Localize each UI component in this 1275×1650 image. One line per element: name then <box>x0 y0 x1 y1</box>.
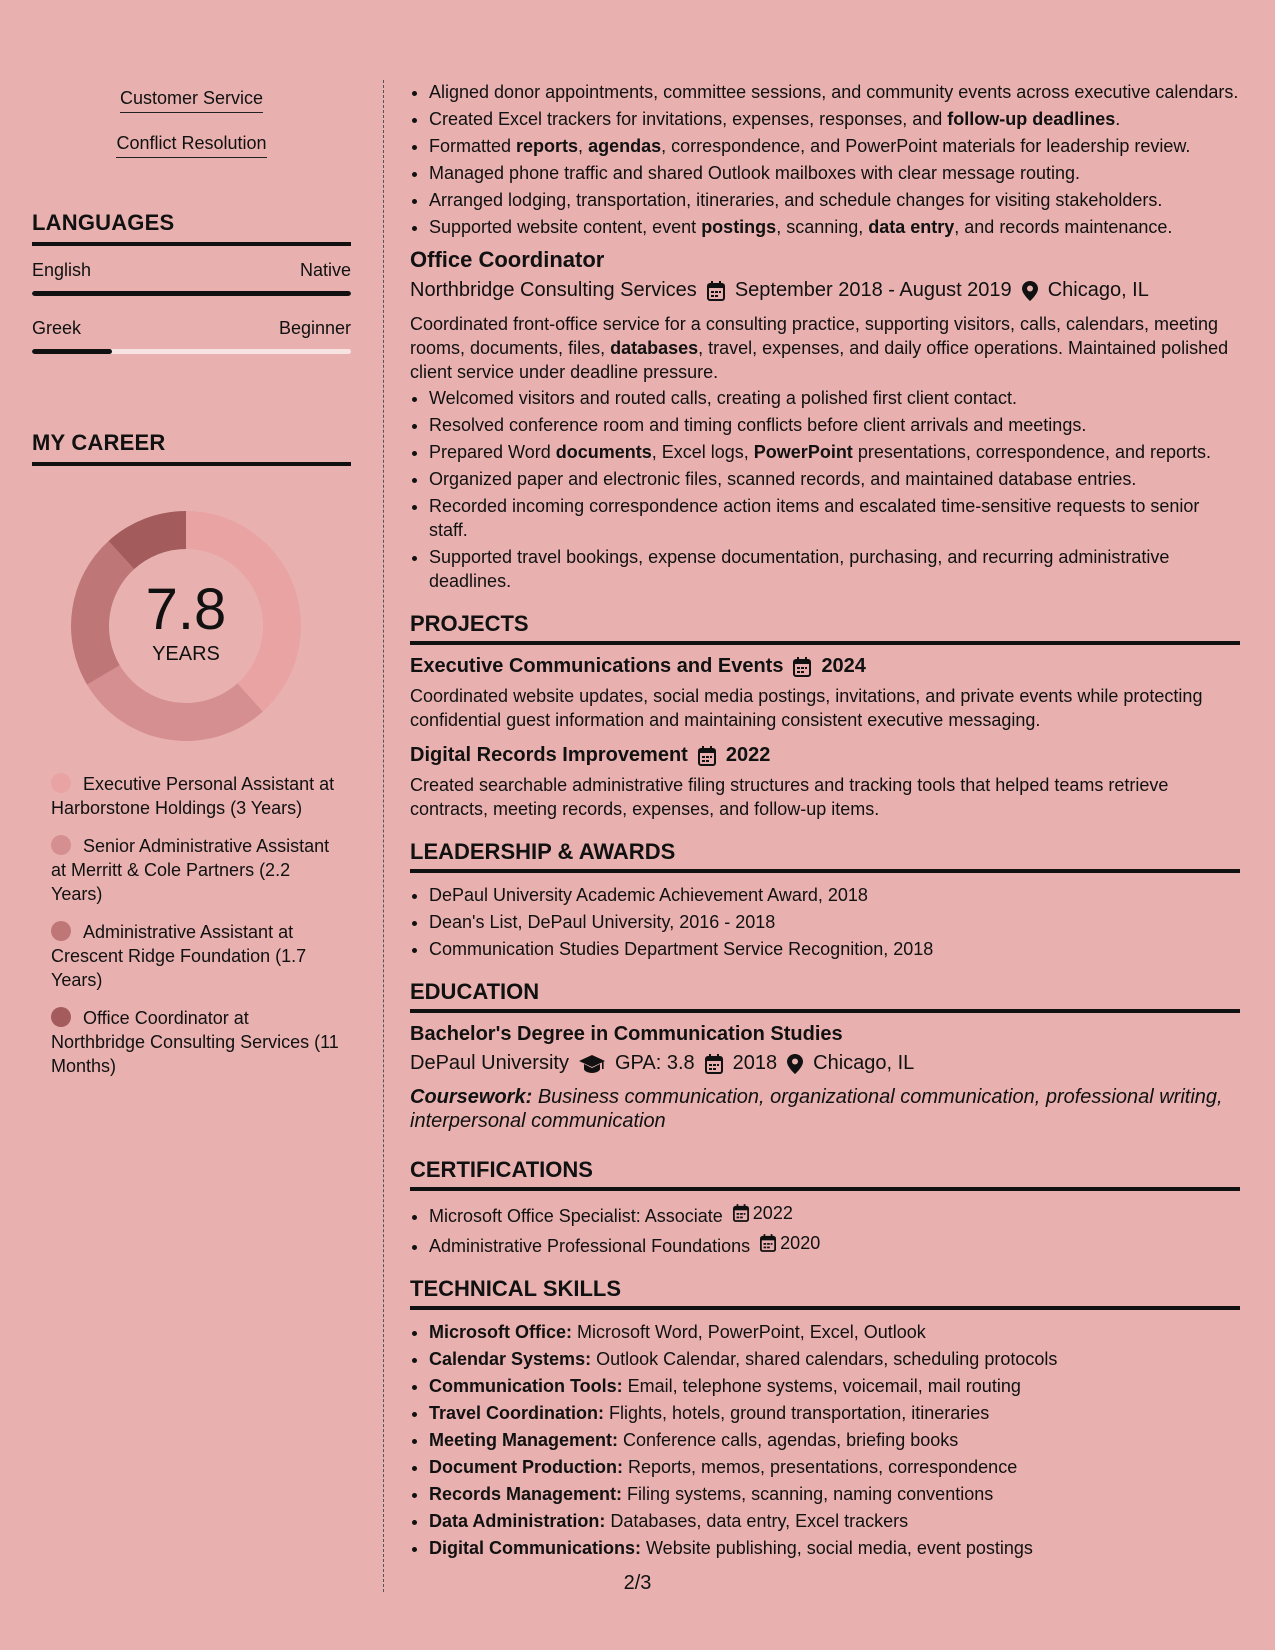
certification-year: 2022 <box>752 1203 793 1223</box>
career-donut-chart <box>66 506 306 746</box>
technical-skill-item <box>429 1347 1240 1371</box>
coursework <box>410 1085 1240 1133</box>
language-name: English <box>32 260 92 280</box>
technical-skill-item <box>429 1374 1240 1398</box>
certification-name: Microsoft Office Specialist: Associate <box>429 1206 723 1226</box>
text-run: presentations, correspondence, and reports. <box>852 442 1212 462</box>
bullet-item <box>429 467 1240 491</box>
text-run: , scanning, <box>776 217 869 237</box>
text-run: Supported travel bookings, expense documentation, purchasing, and recurring administrative deadlines. <box>429 547 1170 591</box>
skill-category: Data Administration: <box>429 1511 606 1531</box>
skill-category: Document Production: <box>429 1457 623 1477</box>
calendar-icon <box>733 1204 749 1222</box>
certification-date <box>733 1201 793 1225</box>
legend-label: Senior Administrative Assistant at Merritt & Cole Partners (2.2 Years) <box>51 836 330 904</box>
certifications-list <box>410 1201 1240 1258</box>
technical-skills-heading: TECHNICAL SKILLS <box>410 1276 1240 1310</box>
skill-values: Flights, hotels, ground transportation, itineraries <box>604 1403 990 1423</box>
location-pin-icon <box>787 1054 803 1074</box>
project-title: Executive Communications and Events <box>410 655 784 677</box>
text-run: Arranged lodging, transportation, itineraries, and schedule changes for visiting stakeholders. <box>429 190 1163 210</box>
project-title: Digital Records Improvement <box>410 744 688 766</box>
technical-skill-item <box>429 1320 1240 1344</box>
text-run: , <box>578 136 589 156</box>
bullet-item <box>429 80 1240 104</box>
job-summary <box>410 312 1240 384</box>
degree-title: Bachelor's Degree in Communication Studies <box>410 1023 843 1045</box>
certification-date <box>760 1231 820 1255</box>
skill-category: Digital Communications: <box>429 1538 642 1558</box>
left-column <box>32 80 351 1092</box>
calendar-icon <box>707 281 725 301</box>
skill-category: Records Management: <box>429 1484 623 1504</box>
text-run: , and records maintenance. <box>954 217 1173 237</box>
school-name: DePaul University <box>410 1052 569 1074</box>
job-company: Northbridge Consulting Services <box>410 279 697 301</box>
legend-dot <box>51 1007 71 1027</box>
awards-list <box>410 883 1240 961</box>
job-title: Office Coordinator <box>410 247 605 272</box>
text-run: Coordinated front-office service for a consulting practice, supporting visitors, calls, calendars, meeting rooms, documents, files, <box>410 314 1219 358</box>
project-description: Created searchable administrative filing structures and tracking tools that helped teams retrieve contracts, meeting records, expenses, and follow-up items. <box>410 775 1169 819</box>
technical-skill-item <box>429 1536 1240 1560</box>
calendar-icon <box>793 657 811 677</box>
calendar-icon <box>760 1234 776 1252</box>
awards-heading: LEADERSHIP & AWARDS <box>410 839 1240 873</box>
language-item <box>32 318 351 354</box>
language-item <box>32 260 351 296</box>
location-pin-icon <box>1022 281 1038 301</box>
bold-text: databases <box>610 338 699 358</box>
technical-skills-list <box>410 1320 1240 1560</box>
award-item: • DePaul University Academic Achievement Award, 2018 <box>429 883 1240 907</box>
project-year: 2022 <box>725 744 771 766</box>
text-run: Formatted <box>429 136 517 156</box>
education-meta <box>410 1052 1240 1075</box>
award-item: • Dean's List, DePaul University, 2016 - 2018 <box>429 910 1240 934</box>
legend-label: Executive Personal Assistant at Harborstone Holdings (3 Years) <box>51 774 335 818</box>
language-bar-fill <box>32 349 112 354</box>
project-year: 2024 <box>821 655 866 677</box>
career-legend-item <box>51 834 341 906</box>
job-meta <box>410 279 1240 302</box>
skill-tag-label: Conflict Resolution <box>116 133 266 158</box>
career-total-unit: YEARS <box>152 642 220 665</box>
technical-skill-item <box>429 1401 1240 1425</box>
gpa: GPA: 3.8 <box>614 1052 695 1074</box>
languages-heading: LANGUAGES <box>32 210 351 246</box>
skill-values: Conference calls, agendas, briefing books <box>618 1430 959 1450</box>
career-legend-item <box>51 772 341 820</box>
bullet-item <box>429 494 1240 542</box>
skill-values: Outlook Calendar, shared calendars, scheduling protocols <box>591 1349 1058 1369</box>
job-bullets <box>410 386 1240 593</box>
bullet-item <box>429 215 1240 239</box>
bullet-item <box>429 413 1240 437</box>
coursework-label: Coursework: <box>410 1086 533 1108</box>
certification-item <box>429 1231 1240 1258</box>
language-bar-fill <box>32 291 351 296</box>
bullet-item <box>429 386 1240 410</box>
bullet-item <box>429 107 1240 131</box>
certifications-heading: CERTIFICATIONS <box>410 1157 1240 1191</box>
project-item <box>410 744 1240 821</box>
career-legend-item <box>51 920 341 992</box>
skill-values: Reports, memos, presentations, correspondence <box>623 1457 1018 1477</box>
coursework-text: Business communication, organizational communication, professional writing, interpersonal communication <box>410 1086 1223 1132</box>
language-level: Beginner <box>278 318 351 338</box>
legend-label: Administrative Assistant at Crescent Ridge Foundation (1.7 Years) <box>51 922 307 990</box>
text-run: Aligned donor appointments, committee sessions, and community events across executive calendars. <box>429 82 1239 102</box>
skill-values: Website publishing, social media, event postings <box>641 1538 1033 1558</box>
text-run: Supported website content, event <box>429 217 702 237</box>
career-total-value: 7.8 <box>145 576 227 642</box>
bullet-item <box>429 188 1240 212</box>
skill-tag-label: Customer Service <box>120 88 263 113</box>
bold-text: agendas <box>588 136 662 156</box>
career-legend-item <box>51 1006 341 1078</box>
legend-dot <box>51 921 71 941</box>
text-run: , correspondence, and PowerPoint materials for leadership review. <box>661 136 1191 156</box>
bullet-item <box>429 161 1240 185</box>
page-number: 2/3 <box>623 1572 652 1594</box>
bold-text: data entry <box>868 217 955 237</box>
text-run: , Excel logs, <box>651 442 754 462</box>
certification-name: Administrative Professional Foundations <box>429 1236 751 1256</box>
skill-values: Email, telephone systems, voicemail, mail routing <box>622 1376 1021 1396</box>
text-run: Organized paper and electronic files, scanned records, and maintained database entries. <box>429 469 1137 489</box>
legend-label: Office Coordinator at Northbridge Consulting Services (11 Months) <box>51 1008 339 1076</box>
graduation-cap-icon <box>579 1055 605 1073</box>
certification-item <box>429 1201 1240 1228</box>
text-run: Prepared Word <box>429 442 556 462</box>
legend-dot <box>51 835 71 855</box>
skill-tag <box>32 133 351 170</box>
language-level: Native <box>299 260 351 280</box>
skill-values: Databases, data entry, Excel trackers <box>605 1511 909 1531</box>
text-run: Created Excel trackers for invitations, expenses, responses, and <box>429 109 948 129</box>
technical-skill-item <box>429 1509 1240 1533</box>
projects-heading: PROJECTS <box>410 611 1240 645</box>
right-column <box>410 80 1240 1563</box>
skill-category: Microsoft Office: <box>429 1322 573 1342</box>
text-run: , travel, expenses, and daily office operations. Maintained polished client service under deadline pressure. <box>410 338 1229 382</box>
bullet-item <box>429 545 1240 593</box>
skill-values: Microsoft Word, PowerPoint, Excel, Outlook <box>572 1322 926 1342</box>
language-name: Greek <box>32 318 82 338</box>
bold-text: documents <box>555 442 652 462</box>
bold-text: PowerPoint <box>753 442 853 462</box>
job-location: Chicago, IL <box>1047 279 1149 301</box>
career-heading: MY CAREER <box>32 430 351 466</box>
school-location: Chicago, IL <box>813 1052 915 1074</box>
graduation-year: 2018 <box>732 1052 778 1074</box>
text-run: Welcomed visitors and routed calls, creating a polished first client contact. <box>429 388 1017 408</box>
technical-skill-item <box>429 1428 1240 1452</box>
legend-dot <box>51 773 71 793</box>
award-item: • Communication Studies Department Service Recognition, 2018 <box>429 937 1240 961</box>
bullet-item <box>429 440 1240 464</box>
bold-text: reports <box>516 136 579 156</box>
technical-skill-item <box>429 1455 1240 1479</box>
skill-category: Calendar Systems: <box>429 1349 592 1369</box>
career-legend <box>51 772 341 1078</box>
skill-category: Meeting Management: <box>429 1430 619 1450</box>
bullet-item <box>429 134 1240 158</box>
text-run: Resolved conference room and timing conflicts before client arrivals and meetings. <box>429 415 1087 435</box>
skill-values: Filing systems, scanning, naming conventions <box>622 1484 994 1504</box>
technical-skill-item <box>429 1482 1240 1506</box>
bold-text: postings <box>701 217 777 237</box>
skill-tag <box>32 88 351 125</box>
education-heading: EDUCATION <box>410 979 1240 1013</box>
previous-role-bullets <box>410 80 1240 239</box>
text-run: Managed phone traffic and shared Outlook mailboxes with clear message routing. <box>429 163 1081 183</box>
calendar-icon <box>698 746 716 766</box>
job-dates: September 2018 - August 2019 <box>734 279 1012 301</box>
bold-text: follow-up deadlines <box>947 109 1116 129</box>
project-description: Coordinated website updates, social media postings, invitations, and private events while protecting confidential guest information and maintaining consistent executive messaging. <box>410 686 1203 730</box>
language-bar <box>32 349 351 354</box>
language-bar <box>32 291 351 296</box>
text-run: . <box>1115 109 1121 129</box>
text-run: Recorded incoming correspondence action items and escalated time-sensitive requests to senior staff. <box>429 496 1200 540</box>
skill-category: Travel Coordination: <box>429 1403 605 1423</box>
certification-year: 2020 <box>780 1233 821 1253</box>
project-item <box>410 655 1240 732</box>
skill-category: Communication Tools: <box>429 1376 623 1396</box>
column-divider <box>383 80 384 1592</box>
calendar-icon <box>705 1054 723 1074</box>
